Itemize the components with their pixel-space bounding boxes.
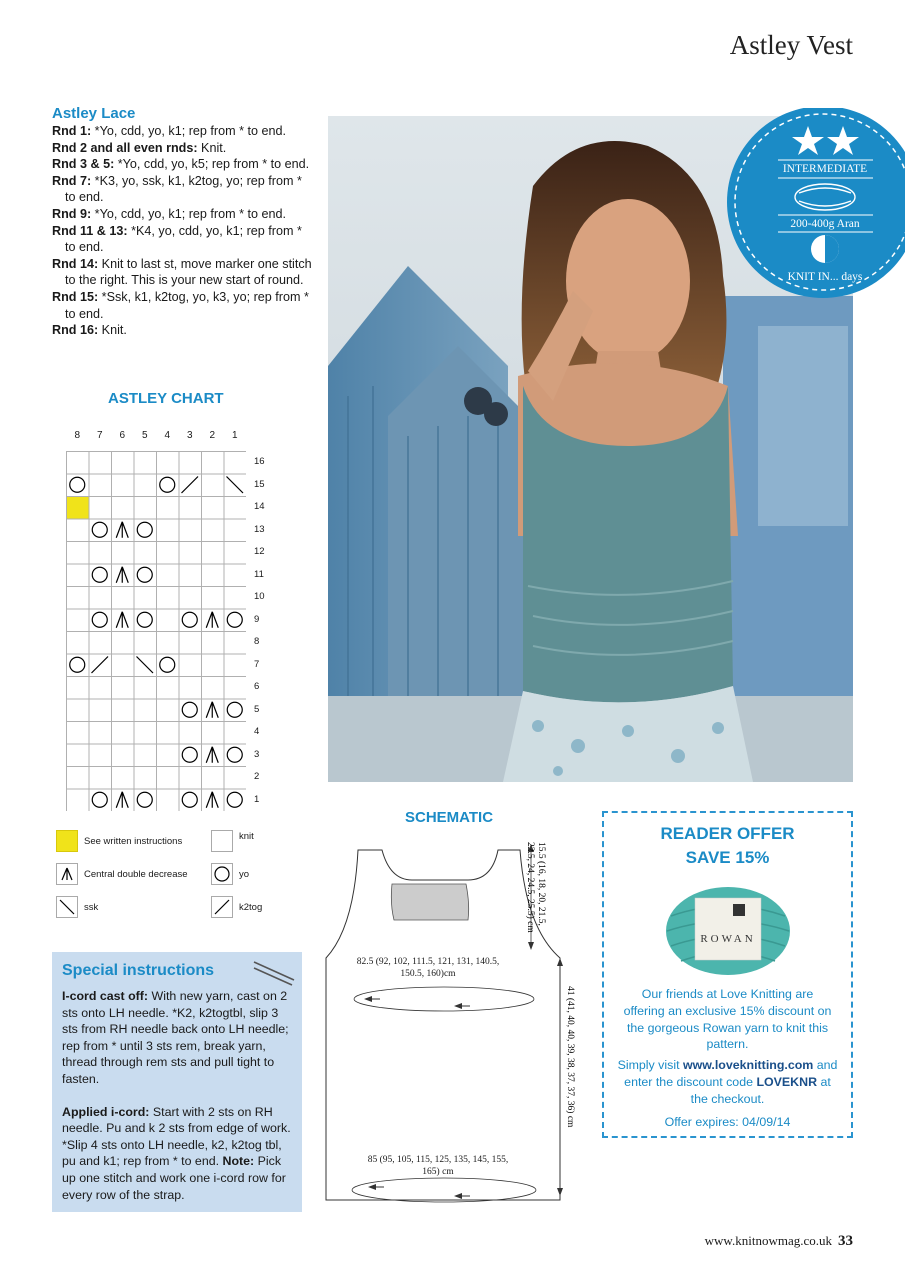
chart-cell: [224, 722, 246, 745]
discount-code: LOVEKNR: [756, 1074, 818, 1089]
chart-cell: [112, 632, 135, 655]
chart-cell: [67, 542, 90, 565]
chart-cell: [67, 497, 90, 520]
chart-column-number: 1: [231, 430, 238, 441]
chart-cell: [134, 699, 157, 722]
chart-cell: [112, 587, 135, 610]
schematic-heading: SCHEMATIC: [405, 809, 494, 826]
cdd-icon: [56, 863, 78, 885]
chart-cell: [134, 632, 157, 655]
page-number: 33: [838, 1233, 853, 1249]
ssk-icon: [56, 896, 78, 918]
chart-cell: [67, 722, 90, 745]
special-heading: Special instructions: [62, 962, 215, 979]
svg-text:15.5 (16, 18, 20, 21.5, 22: 15.5 (16, 18, 20, 21.5, 22.5, 24, 24.5, 25.5) cm: [525, 842, 546, 933]
svg-text:200-400g Aran: 200-400g Aran: [790, 218, 860, 230]
page-footer: [705, 1233, 853, 1250]
chart-cell: [157, 519, 180, 542]
chart-cell: [224, 519, 246, 542]
chart-cell: [202, 587, 225, 610]
lace-round: Rnd 14: Knit to last st, move marker one stitch to the right. This is your new start of round.: [52, 256, 312, 288]
offer-heading: READER OFFER: [660, 824, 795, 843]
chart-cell: [67, 519, 90, 542]
chart-cell: [89, 699, 112, 722]
chart-cell: [202, 677, 225, 700]
knit-swatch: [211, 830, 233, 852]
chart-row-number: 16: [254, 456, 265, 467]
chart-cell: [157, 564, 180, 587]
chart-cell: [67, 609, 90, 632]
chart-row-number: 9: [254, 613, 260, 625]
chart-cell: [134, 474, 157, 497]
chart-cell: [179, 722, 202, 745]
chart-row-number: 1: [254, 793, 260, 805]
chart-cell: [67, 789, 90, 811]
chart-cell: [224, 497, 246, 520]
chart-cell: [202, 542, 225, 565]
hem-measurement: 85 (95, 105, 115, 125, 135, 145, 155, 165) cm: [367, 1155, 509, 1177]
footer-url: www.knitnowmag.co.uk: [704, 1233, 832, 1248]
chart-cell: [112, 744, 135, 767]
chart-row-number: 6: [254, 681, 260, 692]
chart-cell: [112, 542, 135, 565]
chart-legend: [56, 830, 296, 930]
chart-cell: [179, 767, 202, 790]
lace-round: Rnd 16: Knit.: [52, 323, 127, 338]
chart-cell: [157, 587, 180, 610]
svg-text:KNIT IN... days: KNIT IN... days: [787, 271, 863, 283]
chart-cell: [224, 587, 246, 610]
chart-cell: [157, 767, 180, 790]
chart-cell: [134, 452, 157, 475]
length-measurement: 41 (41, 40, 40, 39, 38, 37, 37, 36) cm: [565, 986, 575, 1128]
stitch-chart-grid: [66, 451, 246, 811]
clock-icon: [811, 235, 839, 263]
legend-yo: yo: [211, 863, 249, 885]
chart-cell: [112, 654, 135, 677]
chart-cell: [67, 632, 90, 655]
chart-row-number: 11: [254, 568, 264, 580]
chart-cell: [134, 722, 157, 745]
chart-cell: [224, 654, 246, 677]
page-title: Astley Vest: [729, 30, 853, 60]
chart-cell: [67, 587, 90, 610]
chart-cell: [112, 699, 135, 722]
yarn-ball-image: [653, 876, 803, 976]
chart-cell: [157, 722, 180, 745]
chart-row-number: 14: [254, 501, 265, 512]
chart-cell: [179, 564, 202, 587]
chart-row-number: 13: [254, 523, 265, 535]
chart-cell: [202, 564, 225, 587]
bust-measurement: 82.5 (92, 102, 111.5, 121, 131, 140.5, 150.5, 160)cm: [356, 957, 500, 979]
chart-cell: [179, 452, 202, 475]
chart-cell: [134, 542, 157, 565]
chart-cell: [112, 767, 135, 790]
lace-instructions: [52, 123, 314, 339]
legend-ssk: ssk: [56, 896, 98, 918]
offer-expiry: Offer expires: 04/09/14: [664, 1114, 791, 1129]
chart-cell: [157, 677, 180, 700]
lace-round: Rnd 7: *K3, yo, ssk, k1, k2tog, yo; rep from * to end.: [52, 173, 302, 205]
offer-link[interactable]: www.loveknitting.com: [682, 1058, 814, 1073]
chart-cell: [224, 767, 246, 790]
chart-cell: [89, 587, 112, 610]
icord-cast-off: I-cord cast off: With new yarn, cast on 2 sts onto LH needle. *K2, k2togtbl, slip 3 sts from RH needle back onto LH needle; rep from * until 3 sts rem, break yarn, thread through rem sts and pull tight to fasten.: [62, 989, 289, 1086]
chart-cell: [157, 699, 180, 722]
chart-row-number: 8: [254, 636, 260, 647]
chart-cell: [134, 767, 157, 790]
chart-cell: [179, 474, 202, 497]
chart-cell: [89, 722, 112, 745]
lace-round: Rnd 2 and all even rnds: Knit.: [52, 140, 227, 155]
legend-knit: knit: [211, 830, 254, 852]
special-swatch: [56, 830, 78, 852]
chart-column-numbers: [66, 430, 246, 444]
chart-cell: [134, 587, 157, 610]
lace-round: Rnd 15: *Ssk, k1, k2tog, yo, k3, yo; rep from * to end.: [52, 289, 309, 321]
applied-icord: Applied i-cord: Start with 2 sts on RH needle. Pu and k 2 sts from edge of work. *Slip 4 sts onto LH needle, k2, k2tog tbl, pu and k1; rep from * to end. Note: Pick up one stitch and work one i-cord row for every row of the strap.: [62, 1104, 291, 1202]
chart-cell: [157, 789, 180, 811]
chart-cell: [112, 452, 135, 475]
chart-row-number: 7: [254, 658, 260, 670]
chart-heading: ASTLEY CHART: [108, 390, 224, 407]
chart-cell: [112, 677, 135, 700]
chart-cell: [134, 744, 157, 767]
chart-cell: [67, 744, 90, 767]
chart-cell: [157, 609, 180, 632]
k2tog-icon: [211, 896, 233, 918]
legend-cdd: Central double decrease: [56, 863, 188, 885]
chart-row-number: 15: [254, 478, 265, 490]
lace-heading: Astley Lace: [52, 105, 136, 122]
chart-row-number: 4: [254, 726, 260, 737]
chart-column-number: 4: [164, 430, 171, 441]
chart-cell: [89, 744, 112, 767]
chart-cell: [112, 474, 135, 497]
chart-cell: [67, 452, 90, 475]
chart-cell: [157, 452, 180, 475]
legend-k2tog: k2tog: [211, 896, 262, 918]
chart-cell: [67, 564, 90, 587]
offer-instructions: Simply visit www.loveknitting.com and enter the discount code LOVEKNR at the checkout.: [617, 1058, 838, 1106]
chart-cell: [179, 587, 202, 610]
lace-round: Rnd 11 & 13: *K4, yo, cdd, yo, k1; rep from * to end.: [52, 223, 302, 255]
chart-cell: [202, 722, 225, 745]
chart-cell: [202, 654, 225, 677]
chart-cell: [134, 497, 157, 520]
chart-cell: [224, 677, 246, 700]
chart-cell: [89, 452, 112, 475]
chart-cell: [224, 564, 246, 587]
lace-round: Rnd 3 & 5: *Yo, cdd, yo, k5; rep from * to end.: [52, 157, 310, 172]
needles-icon: [252, 958, 296, 986]
svg-text:INTERMEDIATE: INTERMEDIATE: [782, 163, 868, 175]
chart-cell: [112, 722, 135, 745]
chart-cell: [202, 497, 225, 520]
chart-row-number: 3: [254, 748, 260, 760]
chart-cell: [202, 632, 225, 655]
chart-row-number: 2: [254, 771, 260, 782]
chart-cell: [89, 474, 112, 497]
chart-cell: [67, 767, 90, 790]
chart-cell: [89, 542, 112, 565]
chart-cell: [224, 542, 246, 565]
chart-cell: [67, 677, 90, 700]
chart-cell: [202, 474, 225, 497]
chart-cell: [157, 744, 180, 767]
chart-cell: [112, 497, 135, 520]
chart-cell: [179, 542, 202, 565]
chart-column-number: 6: [119, 430, 126, 441]
chart-column-number: 3: [186, 430, 193, 441]
yo-icon: [211, 863, 233, 885]
chart-cell: [179, 632, 202, 655]
chart-row-numbers: [254, 451, 278, 811]
chart-cell: [89, 677, 112, 700]
chart-cell: [89, 497, 112, 520]
skill-badge: [723, 108, 905, 304]
chart-cell: [134, 677, 157, 700]
reader-offer-box: [602, 811, 853, 1138]
chart-cell: [179, 654, 202, 677]
chart-cell: [202, 767, 225, 790]
lace-round: Rnd 1: *Yo, cdd, yo, k1; rep from * to end.: [52, 124, 287, 138]
chart-cell: [224, 452, 246, 475]
special-instructions-box: [52, 952, 302, 1212]
chart-cell: [224, 632, 246, 655]
svg-text:ROWAN: ROWAN: [699, 933, 756, 945]
offer-discount: SAVE 15%: [685, 848, 770, 867]
chart-column-number: 2: [209, 430, 216, 441]
chart-row-number: 5: [254, 703, 260, 715]
chart-cell: [179, 677, 202, 700]
lace-round: Rnd 9: *Yo, cdd, yo, k1; rep from * to end.: [52, 206, 287, 221]
chart-cell: [89, 654, 112, 677]
chart-cell: [89, 632, 112, 655]
chart-column-number: 8: [74, 430, 81, 441]
chart-row-number: 10: [254, 591, 265, 602]
chart-cell: [67, 699, 90, 722]
chart-cell: [157, 632, 180, 655]
chart-cell: [202, 519, 225, 542]
chart-cell: [202, 452, 225, 475]
offer-text: Our friends at Love Knitting are offering an exclusive 15% discount on the gorgeous Rowan yarn to knit this pattern.: [623, 987, 832, 1052]
chart-row-number: 12: [254, 546, 265, 557]
chart-cell: [179, 519, 202, 542]
vest-schematic: [320, 838, 590, 1218]
chart-column-number: 7: [96, 430, 103, 441]
chart-cell: [157, 542, 180, 565]
chart-cell: [179, 497, 202, 520]
legend-special: See written instructions: [56, 830, 182, 852]
chart-column-number: 5: [141, 430, 148, 441]
chart-cell: [157, 497, 180, 520]
chart-cell: [89, 767, 112, 790]
